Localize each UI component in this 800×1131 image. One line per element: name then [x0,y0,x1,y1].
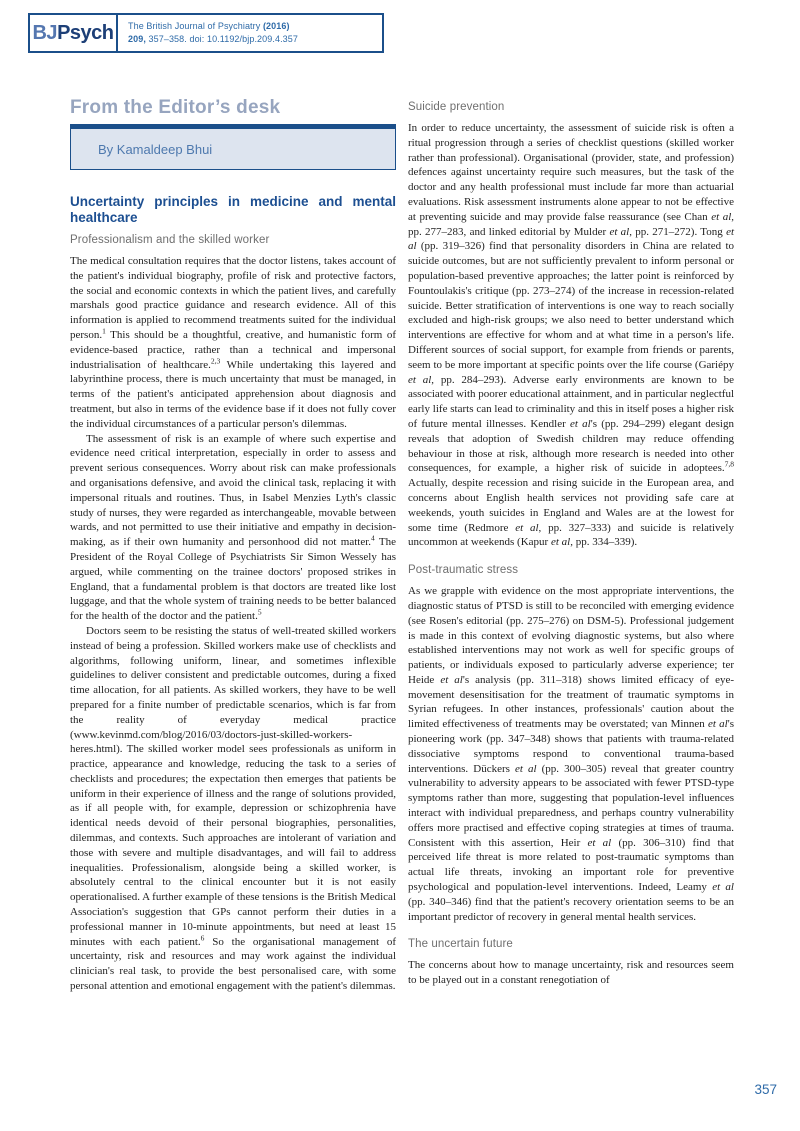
page-number: 357 [754,1082,777,1097]
section-body-professionalism [70,254,396,994]
section-heading-suicide-prevention: Suicide prevention [408,101,505,113]
paragraph: The medical consultation requires that the doctor listens, takes account of the patient's individual biography, profile of risk and protective factors, the social and economic contexts in which the patient lives, and carefully marshals good practice guidance and research evidence. All of this information is applied to recommend treatments suited for the individual person.$^1$ This should be a thoughtful, creative, and humanistic form of evidence-based practice, rather than a technical and impersonal industrialisation of healthcare.$^{2,3}$ While undertaking this layered and labyrinthine process, there is much uncertainty that must be managed, in terms of the patient's anticipated apprehension about diagnosis and treatment, but also in terms of the evidence base if it does not fully cover the individual circumstances of a particular person's dilemmas. [70,255,396,430]
right-column [408,98,734,994]
logo-psych-text: Psych [57,21,114,44]
journal-doi-line: 209, 357–358. doi: 10.1192/bjp.209.4.357 [128,34,298,44]
paragraph: The assessment of risk is an example of where such expertise and evidence need critical interpretation, especially in order to assess and prevent serious consequences. Worry about risk can make professionals and organisations defensive, and avoid the clinical task, replacing it with impersonal rituals and routines. Thus, in Isabel Menzies Lyth's classic study of nurses, they were regarded as interchangeable, movable between wards, and not permitted to use their initiative and empathy in decision-making, as if their own humanity and personhood did not matter.$^4$ The President of the Royal College of Psychiatrists Sir Simon Wessely has argued, while commenting on the trainee doctors' proposed strikes in England, that a fundamental problem is that doctors are treated like lost luggage, and that the whole system of training needs to be better balanced for the health of the doctor and the patient.$^5$ [70,432,397,623]
section-heading-post-traumatic-stress: Post-traumatic stress [408,564,519,577]
logo-bj-text: BJ [32,21,58,44]
editors-desk-title: From the Editor’s desk [70,97,281,118]
journal-title-line: The British Journal of Psychiatry (2016) [128,21,290,31]
journal-citation [118,15,298,51]
paragraph: In order to reduce uncertainty, the assessment of suicide risk is often a ritual progression through a series of checklist questions (skilled worker rather than professional). Organisational (provider, state, and profession) defences against uncertainty require such measures, but the task of the doctor and any health professional must include far more than actuarial evaluations. Risk assessment instruments alone appear to not be effective at preventing suicide and may provide false reassurance (see Chan et al, pp. 277–283, and linked editorial by Mulder et al, pp. 271–272). Tong et al (pp. 319–326) find that personality disorders in China are related to suicide outcomes, but are not sufficiently prevalent to inform personal or population-based preventive approaches; the latter point is reinforced by Fountoulakis's critique (pp. 273–274) of the increase in recession-related suicide. Better stratification of interventions is one way to reach socially excluded and high-risk groups; we also need to better understand which interventions are effective for whom and at what time in a person's life. Different sources of social support, for example from friends or parents, seem to be more important at specific points over the life course (Gariépy et al, pp. 284–293). Adverse early environments are known to be associated with poorer educational attainment, and in particular neglectful early life starts can lead to criminality and this in itself poses a higher risk of future mental illnesses. Kendler et al's (pp. 294–299) elegant design reveals that adoption of Swedish children may reduce offending behaviour in those at risk, although more research is needed into other consequences, for example, a higher risk of suicide in adoptees.$^{7,8}$ Actually, despite recession and rising suicide in the European area, and concerns about English health services not providing safe care at weekends, youth suicides in England and Wales are at the lowest for some time (Redmore et al, pp. 327–333) and suicide is relatively uncommon at weekends (Kapur et al, pp. 334–339). [408,122,735,549]
section-body-post-traumatic-stress [408,584,734,924]
bjpsych-logo [30,15,118,51]
byline-text: By Kamaldeep Bhui [98,141,213,157]
byline-box [70,124,396,170]
journal-header [28,13,384,53]
section-heading-professionalism: Professionalism and the skilled worker [70,234,270,246]
section-body-uncertain-future [408,958,734,988]
paragraph: Doctors seem to be resisting the status of well-treated skilled workers instead of being a profession. Skilled workers make use of checklists and algorithms, following uniform, linear, and sometimes inflexible guidelines to deliver consistent and predictable outcomes, during a fixed time allocation, for all patients. As skilled workers, they have to be well prepared for a finite number of predictable scenarios, which is far from the reality of everyday medical practice (www.kevinmd.com/blog/2016/03/doctors-just-skilled-workers-heres.html). The skilled worker model sees professionals as uniform in practice, appearance and knowledge, reducing the task to a series of checklists and procedures; the expectation then emerges that patients be uniform in their experience of illness and the range of solutions provided, as if all people with, for example, depression or schizophrenia have identical needs devoid of their personal biographies, personalities, dilemmas, and contexts. Such approaches are intolerant of variation and those with severe and multiple disadvantages, and will fail to address inequalities. Professionalism, alongside being a skilled worker, is absolutely central to the clinical encounter but it is not easily operationalised. A further example of these tensions is the British Medical Association's suggestion that GPs cannot perform their duties in a professional manner in 10-minute appointments, but need at least 15 minutes with each patient.$^6$ So the organisational management of uncertainty, risk and resources and may work against the individual clinician's real task, to provide the best personalised care, with some personal attention and emotional engagement with the patient's dilemmas. [70,624,396,993]
paragraph: The concerns about how to manage uncertainty, risk and resources seem to be played out in a constant renegotiation of [408,959,734,987]
article-content [70,98,734,994]
article-title: Uncertainty principles in medicine and mental healthcare [70,194,396,225]
left-column [70,98,396,994]
section-body-suicide-prevention [408,121,734,550]
paragraph: As we grapple with evidence on the most appropriate interventions, the diagnostic status of PTSD is still to be reconciled with emerging evidence (see Rosen's editorial (pp. 275–276) on DSM-5). Professional judgement is made in this context of evolving diagnostic systems, but also where established interventions may not work as well for specific groups of patients, or individuals exposed to particularly adverse experience; ter Heide et al's analysis (pp. 311–318) shows limited efficacy of eye-movement desensitisation for the treatment of traumatic symptoms in Syrian refugees. In other instances, professionals' caution about the limited effectiveness of treatments may be overstated; van Minnen et al's pioneering work (pp. 347–348) shows that patients with trauma-related dissociative symptoms respond to conventional trauma-based interventions. Dückers et al (pp. 300–305) reveal that greater country vulnerability to adversity appears to be associated with fewer PTSD-type symptoms rather than more, suggesting that population-level influences interact with individual preparedness, and perhaps country vulnerability offers more practised and effective coping strategies at times of trauma. Consistent with this assertion, Heir et al (pp. 306–310) find that perceived life threat is more related to post-traumatic symptoms than actual life threats, invoking an important role for preventive psychological and population-level interventions. Indeed, Leamy et al (pp. 340–346) find that the patient's recovery orientation seems to be an important predictor of recovery in general mental health services. [408,585,735,923]
section-heading-uncertain-future: The uncertain future [408,938,513,951]
